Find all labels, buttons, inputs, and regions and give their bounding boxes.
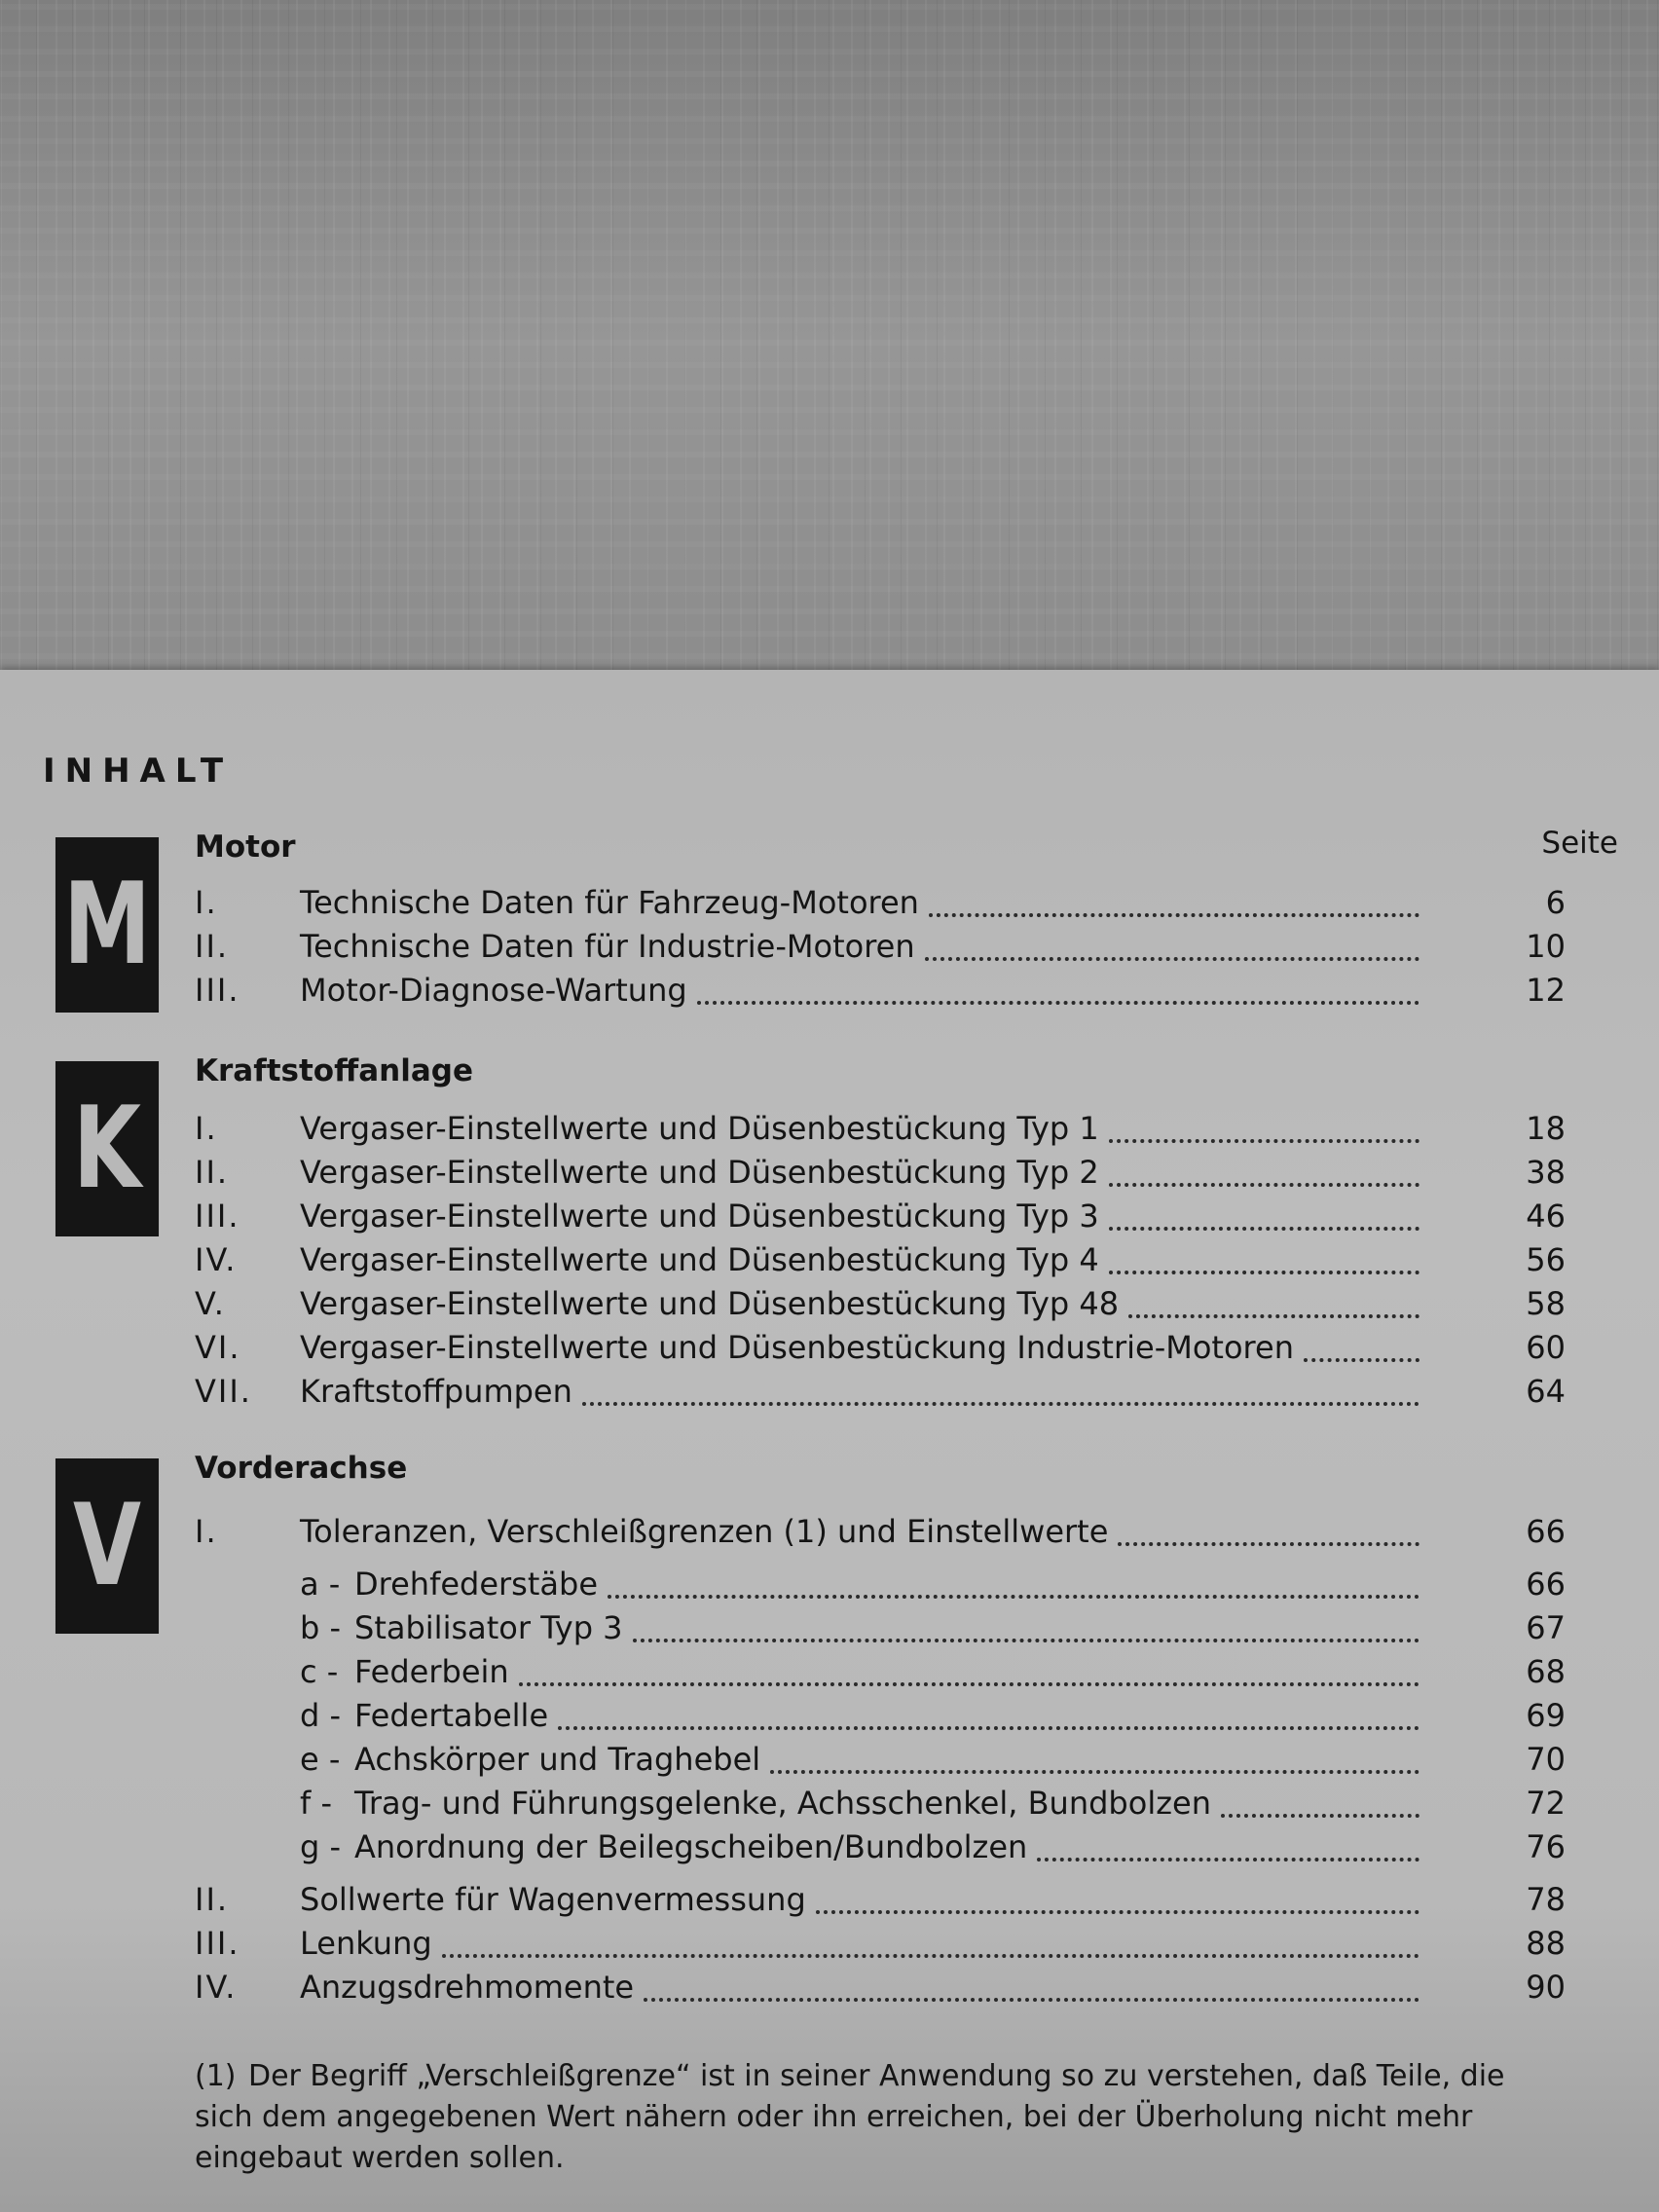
toc-entry[interactable] <box>195 1881 1566 1922</box>
subentry-letter: c - <box>300 1653 339 1690</box>
toc-subentry[interactable] <box>195 1785 1566 1825</box>
entry-label: Kraftstoffpumpen <box>300 1373 572 1410</box>
entry-page: 70 <box>1526 1741 1566 1778</box>
subentry-letter: e - <box>300 1741 341 1778</box>
entry-label: Technische Daten für Fahrzeug-Motoren <box>300 884 919 921</box>
section-badge-vorderachse: V <box>55 1458 159 1634</box>
entry-number: II. <box>195 1881 230 1918</box>
dot-leader <box>1109 1271 1419 1274</box>
entry-page: 6 <box>1545 884 1566 921</box>
toc-entry[interactable] <box>195 1925 1566 1966</box>
entry-label: Toleranzen, Verschleißgrenzen (1) und Einstellwerte <box>300 1513 1109 1550</box>
entry-label: Federtabelle <box>354 1697 549 1734</box>
entry-label: Vergaser-Einstellwerte und Düsenbestückung Typ 48 <box>300 1285 1120 1322</box>
toc-entry[interactable] <box>195 1198 1566 1238</box>
entry-number: IV. <box>195 1241 238 1278</box>
entry-label: Vergaser-Einstellwerte und Düsenbestückung Industrie-Motoren <box>300 1329 1294 1366</box>
entry-label: Motor-Diagnose-Wartung <box>300 972 687 1009</box>
entry-number: III. <box>195 972 240 1009</box>
entry-page: 66 <box>1526 1566 1566 1603</box>
dot-leader <box>1221 1814 1419 1818</box>
entry-page: 46 <box>1526 1198 1566 1235</box>
dot-leader <box>1304 1358 1419 1362</box>
section-title-vorderachse: Vorderachse <box>195 1451 408 1486</box>
entry-page: 58 <box>1526 1285 1566 1322</box>
toc-entry[interactable] <box>195 972 1566 1013</box>
subentry-letter: d - <box>300 1697 342 1734</box>
section-title-motor: Motor <box>195 830 296 865</box>
entry-label: Drehfederstäbe <box>354 1566 598 1603</box>
toc-entry[interactable] <box>195 1329 1566 1370</box>
section-badge-kraftstoffanlage: K <box>55 1061 159 1236</box>
entry-number: IV. <box>195 1969 238 2006</box>
toc-entry[interactable] <box>195 1513 1566 1554</box>
entry-number: V. <box>195 1285 226 1322</box>
dot-leader <box>1109 1139 1419 1143</box>
entry-label: Vergaser-Einstellwerte und Düsenbestückung Typ 4 <box>300 1241 1099 1278</box>
entry-label: Anzugsdrehmomente <box>300 1969 635 2006</box>
entry-page: 56 <box>1526 1241 1566 1278</box>
toc-subentry[interactable] <box>195 1828 1566 1869</box>
toc-subentry[interactable] <box>195 1697 1566 1738</box>
entry-label: Trag- und Führungsgelenke, Achsschenkel, Bundbolzen <box>354 1785 1211 1822</box>
toc-entry[interactable] <box>195 1373 1566 1414</box>
dot-leader <box>925 957 1419 961</box>
dot-leader <box>1118 1542 1419 1546</box>
entry-label: Vergaser-Einstellwerte und Düsenbestückung Typ 2 <box>300 1154 1099 1191</box>
dot-leader <box>929 913 1419 917</box>
entry-label: Lenkung <box>300 1925 432 1962</box>
toc-subentry[interactable] <box>195 1609 1566 1650</box>
toc-entry[interactable] <box>195 1241 1566 1282</box>
entry-page: 66 <box>1526 1513 1566 1550</box>
page-column-label: Seite <box>1541 826 1618 861</box>
dot-leader <box>442 1954 1419 1958</box>
section-title-kraftstoffanlage: Kraftstoffanlage <box>195 1053 473 1088</box>
entry-number: I. <box>195 1513 218 1550</box>
dot-leader <box>608 1595 1419 1599</box>
entry-page: 67 <box>1526 1609 1566 1646</box>
dot-leader <box>644 1998 1419 2002</box>
dot-leader <box>1128 1314 1419 1318</box>
entry-number: I. <box>195 1110 218 1147</box>
subentry-letter: a - <box>300 1566 341 1603</box>
entry-page: 78 <box>1526 1881 1566 1918</box>
entry-label: Federbein <box>354 1653 509 1690</box>
entry-number: II. <box>195 928 230 965</box>
entry-page: 64 <box>1526 1373 1566 1410</box>
dot-leader <box>1037 1858 1419 1862</box>
entry-page: 90 <box>1526 1969 1566 2006</box>
subentry-letter: f - <box>300 1785 332 1822</box>
entry-number: VI. <box>195 1329 241 1366</box>
page-title: INHALT <box>43 752 234 791</box>
book-cover-background <box>0 0 1659 682</box>
subentry-letter: g - <box>300 1828 342 1865</box>
dot-leader <box>816 1910 1419 1914</box>
entry-label: Vergaser-Einstellwerte und Düsenbestückung Typ 1 <box>300 1110 1099 1147</box>
entry-number: III. <box>195 1198 240 1235</box>
toc-entry[interactable] <box>195 884 1566 925</box>
toc-entry[interactable] <box>195 1285 1566 1326</box>
entry-label: Sollwerte für Wagenvermessung <box>300 1881 806 1918</box>
dot-leader <box>1109 1183 1419 1187</box>
entry-number: III. <box>195 1925 240 1962</box>
toc-entry[interactable] <box>195 1110 1566 1151</box>
entry-page: 69 <box>1526 1697 1566 1734</box>
footnote-mark: (1) <box>195 2059 237 2093</box>
entry-page: 68 <box>1526 1653 1566 1690</box>
footnote <box>195 2056 1558 2179</box>
entry-number: II. <box>195 1154 230 1191</box>
toc-entry[interactable] <box>195 1969 1566 2009</box>
entry-page: 88 <box>1526 1925 1566 1962</box>
entry-page: 60 <box>1526 1329 1566 1366</box>
entry-page: 72 <box>1526 1785 1566 1822</box>
entry-page: 10 <box>1526 928 1566 965</box>
dot-leader <box>582 1402 1419 1406</box>
toc-entry[interactable] <box>195 928 1566 969</box>
entry-page: 76 <box>1526 1828 1566 1865</box>
toc-subentry[interactable] <box>195 1653 1566 1694</box>
dot-leader <box>1109 1227 1419 1231</box>
entry-label: Vergaser-Einstellwerte und Düsenbestückung Typ 3 <box>300 1198 1099 1235</box>
entry-page: 38 <box>1526 1154 1566 1191</box>
dot-leader <box>519 1682 1419 1686</box>
toc-entry[interactable] <box>195 1154 1566 1195</box>
entry-label: Technische Daten für Industrie-Motoren <box>300 928 915 965</box>
dot-leader <box>633 1639 1419 1642</box>
dot-leader <box>697 1001 1419 1005</box>
subentry-letter: b - <box>300 1609 342 1646</box>
section-badge-motor: M <box>55 837 159 1013</box>
entry-label: Anordnung der Beilegscheiben/Bundbolzen <box>354 1828 1028 1865</box>
dot-leader <box>558 1726 1419 1730</box>
entry-number: VII. <box>195 1373 252 1410</box>
entry-page: 12 <box>1526 972 1566 1009</box>
toc-subentry[interactable] <box>195 1741 1566 1782</box>
footnote-text: Der Begriff „Verschleißgrenze“ ist in seiner Anwendung so zu verstehen, daß Teile, die sich dem angegebenen Wert nähern oder ihn erreichen, bei der Überholung nicht mehr eingebaut werden sollen. <box>195 2059 1505 2175</box>
entry-label: Achskörper und Traghebel <box>354 1741 761 1778</box>
entry-number: I. <box>195 884 218 921</box>
entry-page: 18 <box>1526 1110 1566 1147</box>
dot-leader <box>770 1770 1419 1774</box>
toc-subentry[interactable] <box>195 1566 1566 1606</box>
entry-label: Stabilisator Typ 3 <box>354 1609 623 1646</box>
